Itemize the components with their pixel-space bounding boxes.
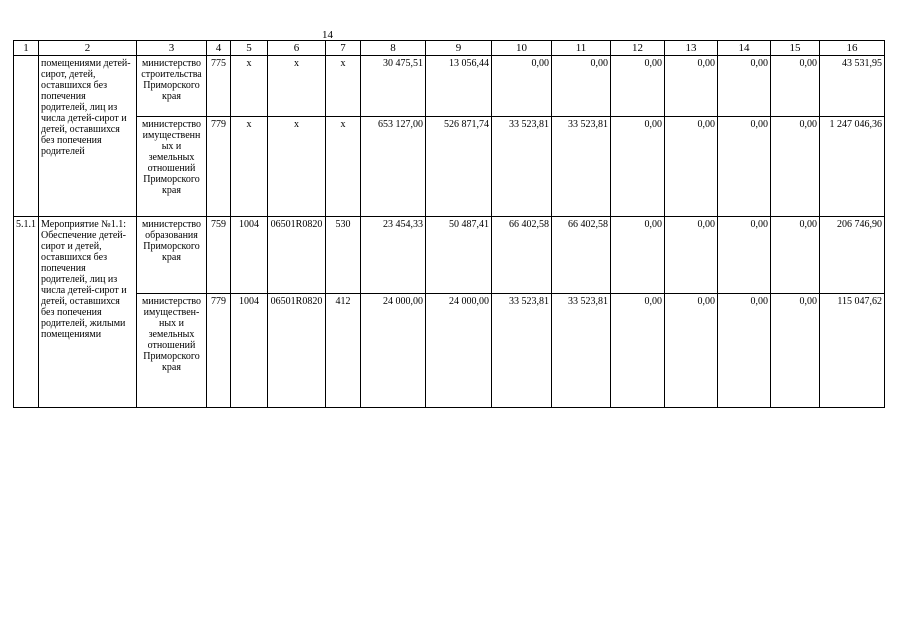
executor: министерство образования Приморского края <box>137 217 207 294</box>
value-cell: 33 523,81 <box>552 117 611 217</box>
value-cell: 0,00 <box>552 56 611 117</box>
value-cell: 66 402,58 <box>552 217 611 294</box>
column-number-row <box>14 41 885 56</box>
value-cell: 0,00 <box>665 56 718 117</box>
value-cell: 0,00 <box>611 56 665 117</box>
value-cell: 653 127,00 <box>361 117 426 217</box>
col-header: 11 <box>552 41 611 56</box>
col-header: 9 <box>426 41 492 56</box>
table-row <box>14 117 885 217</box>
section-code: x <box>231 117 268 217</box>
total-cell: 43 531,95 <box>820 56 885 117</box>
value-cell: 0,00 <box>718 117 771 217</box>
row-number: 5.1.1 <box>14 217 39 408</box>
row-number <box>14 56 39 217</box>
total-cell: 206 746,90 <box>820 217 885 294</box>
table-row <box>14 294 885 408</box>
target-code: 06501R0820 <box>268 217 326 294</box>
col-header: 13 <box>665 41 718 56</box>
value-cell: 24 000,00 <box>361 294 426 408</box>
activity-name: помещениями детей-сирот, детей, оставшихся без попечения родителей, лиц из числа детей-сирот и детей, оставшихся без попечения родителей <box>39 56 137 217</box>
col-header: 4 <box>207 41 231 56</box>
value-cell: 0,00 <box>771 117 820 217</box>
table-row <box>14 217 885 294</box>
page-number: 14 <box>322 29 333 41</box>
total-cell: 115 047,62 <box>820 294 885 408</box>
value-cell: 0,00 <box>665 117 718 217</box>
value-cell: 0,00 <box>492 56 552 117</box>
target-code: 06501R0820 <box>268 294 326 408</box>
value-cell: 33 523,81 <box>552 294 611 408</box>
value-cell: 33 523,81 <box>492 294 552 408</box>
section-code: x <box>231 56 268 117</box>
col-header: 3 <box>137 41 207 56</box>
col-header: 14 <box>718 41 771 56</box>
value-cell: 0,00 <box>718 217 771 294</box>
activity-name: Мероприятие №1.1: Обеспечение детей-сирот и детей, оставшихся без попечения родителей, лиц из числа детей-сирот и детей, оставшихся без попечения родителей, жилыми помещениями <box>39 217 137 408</box>
col-header: 10 <box>492 41 552 56</box>
expense-type: 412 <box>326 294 361 408</box>
value-cell: 66 402,58 <box>492 217 552 294</box>
col-header: 6 <box>268 41 326 56</box>
value-cell: 30 475,51 <box>361 56 426 117</box>
col-header: 16 <box>820 41 885 56</box>
value-cell: 0,00 <box>611 117 665 217</box>
col-header: 1 <box>14 41 39 56</box>
grbs-code: 779 <box>207 294 231 408</box>
col-header: 15 <box>771 41 820 56</box>
col-header: 12 <box>611 41 665 56</box>
budget-table <box>13 40 885 408</box>
value-cell: 0,00 <box>611 217 665 294</box>
value-cell: 0,00 <box>665 217 718 294</box>
expense-type: 530 <box>326 217 361 294</box>
value-cell: 0,00 <box>611 294 665 408</box>
grbs-code: 775 <box>207 56 231 117</box>
value-cell: 33 523,81 <box>492 117 552 217</box>
col-header: 2 <box>39 41 137 56</box>
col-header: 7 <box>326 41 361 56</box>
value-cell: 0,00 <box>718 294 771 408</box>
col-header: 5 <box>231 41 268 56</box>
value-cell: 24 000,00 <box>426 294 492 408</box>
value-cell: 0,00 <box>771 294 820 408</box>
total-cell: 1 247 046,36 <box>820 117 885 217</box>
executor: министерство строительства Приморского края <box>137 56 207 117</box>
target-code: x <box>268 56 326 117</box>
executor: министерство имуществен- ных и земельных отношений Приморского края <box>137 294 207 408</box>
expense-type: x <box>326 117 361 217</box>
section-code: 1004 <box>231 294 268 408</box>
grbs-code: 779 <box>207 117 231 217</box>
value-cell: 0,00 <box>771 56 820 117</box>
section-code: 1004 <box>231 217 268 294</box>
value-cell: 526 871,74 <box>426 117 492 217</box>
target-code: x <box>268 117 326 217</box>
value-cell: 13 056,44 <box>426 56 492 117</box>
grbs-code: 759 <box>207 217 231 294</box>
table-row <box>14 56 885 117</box>
value-cell: 50 487,41 <box>426 217 492 294</box>
executor: министерство имущественн ых и земельных отношений Приморского края <box>137 117 207 217</box>
expense-type: x <box>326 56 361 117</box>
value-cell: 0,00 <box>771 217 820 294</box>
value-cell: 0,00 <box>718 56 771 117</box>
value-cell: 23 454,33 <box>361 217 426 294</box>
col-header: 8 <box>361 41 426 56</box>
value-cell: 0,00 <box>665 294 718 408</box>
